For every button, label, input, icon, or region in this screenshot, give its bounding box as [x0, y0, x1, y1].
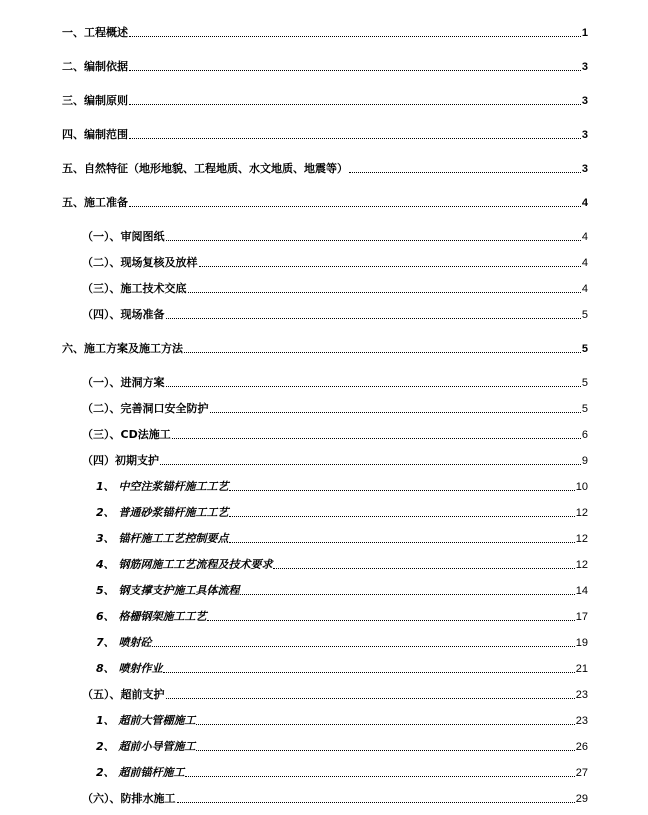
toc-entry[interactable] — [96, 736, 588, 754]
toc-entry-page: 1 — [581, 27, 588, 39]
toc-leader — [184, 352, 581, 353]
toc-entry[interactable] — [96, 528, 588, 546]
toc-leader — [129, 36, 581, 37]
toc-entry-page: 17 — [575, 611, 588, 623]
toc-leader — [166, 318, 581, 319]
toc-entry[interactable] — [82, 788, 588, 806]
toc-entry[interactable] — [82, 372, 588, 390]
toc-entry[interactable] — [96, 762, 588, 780]
toc-entry-title: 一、工程概述 — [62, 26, 128, 39]
toc-leader — [172, 438, 581, 439]
toc-leader — [152, 646, 574, 647]
toc-entry-page: 5 — [581, 309, 588, 321]
toc-entry-title: （四）、现场准备 — [82, 308, 165, 321]
toc-entry-page: 5 — [581, 343, 588, 355]
toc-leader — [229, 516, 574, 517]
toc-leader — [129, 104, 581, 105]
toc-leader — [240, 594, 574, 595]
toc-entry-page: 12 — [575, 533, 588, 545]
toc-leader — [166, 698, 575, 699]
toc-entry-page: 4 — [581, 197, 588, 209]
toc-entry-title: 2、 超前小导管施工 — [96, 740, 196, 753]
toc-entry-page: 3 — [581, 95, 588, 107]
toc-entry-title: （四）初期支护 — [82, 454, 159, 467]
toc-entry-page: 4 — [581, 283, 588, 295]
toc-entry-title: 5、 钢支撑支护施工具体流程 — [96, 584, 240, 597]
toc-entry-page: 4 — [581, 231, 588, 243]
toc-entry[interactable] — [62, 56, 588, 74]
toc-entry-page: 3 — [581, 61, 588, 73]
toc-entry[interactable] — [96, 658, 588, 676]
toc-leader — [166, 240, 581, 241]
toc-entry-page: 23 — [575, 715, 588, 727]
toc-entry-page: 5 — [581, 377, 588, 389]
toc-entry[interactable] — [62, 90, 588, 108]
toc-leader — [196, 750, 574, 751]
toc-entry-title: 3、 锚杆施工工艺控制要点 — [96, 532, 229, 545]
toc-leader — [199, 266, 581, 267]
toc-entry-page: 4 — [581, 257, 588, 269]
toc-entry-title: 六、施工方案及施工方法 — [62, 342, 183, 355]
toc-entry-page: 26 — [575, 741, 588, 753]
toc-leader — [129, 206, 581, 207]
toc-entry-page: 3 — [581, 129, 588, 141]
toc-entry-page: 6 — [581, 429, 588, 441]
toc-entry-title: （一）、审阅图纸 — [82, 230, 165, 243]
toc-entry-page: 19 — [575, 637, 588, 649]
toc-leader — [129, 138, 581, 139]
toc-entry-title: 2、 超前锚杆施工 — [96, 766, 185, 779]
toc-entry[interactable] — [82, 252, 588, 270]
toc-leader — [163, 672, 574, 673]
toc-entry-page: 9 — [581, 455, 588, 467]
toc-leader — [273, 568, 574, 569]
toc-entry[interactable] — [96, 476, 588, 494]
toc-entry[interactable] — [96, 632, 588, 650]
toc-entry-title: 6、 格栅钢架施工工艺 — [96, 610, 207, 623]
toc-entry-title: （六）、防排水施工 — [82, 792, 176, 805]
toc-entry[interactable] — [62, 338, 588, 356]
toc-leader — [210, 412, 581, 413]
toc-entry[interactable] — [62, 192, 588, 210]
toc-entry-title: 三、编制原则 — [62, 94, 128, 107]
toc-leader — [177, 802, 575, 803]
toc-entry-title: 二、编制依据 — [62, 60, 128, 73]
toc-entry[interactable] — [62, 124, 588, 142]
toc-entry-title: 4、 钢筋网施工工艺流程及技术要求 — [96, 558, 273, 571]
toc-entry-title: 8、 喷射作业 — [96, 662, 163, 675]
toc-entry-title: （二）、现场复核及放样 — [82, 256, 198, 269]
toc-entry-page: 12 — [575, 507, 588, 519]
toc-entry-title: （五）、超前支护 — [82, 688, 165, 701]
toc-entry-title: 2、 普通砂浆锚杆施工工艺 — [96, 506, 229, 519]
toc-entry[interactable] — [96, 502, 588, 520]
toc-leader — [160, 464, 581, 465]
toc-entry-title: （二）、完善洞口安全防护 — [82, 402, 209, 415]
toc-leader — [229, 490, 574, 491]
toc-leader — [188, 292, 581, 293]
toc-entry-page: 3 — [581, 163, 588, 175]
toc-entry-title: 四、编制范围 — [62, 128, 128, 141]
toc-leader — [229, 542, 574, 543]
toc-leader — [166, 386, 581, 387]
toc-leader — [185, 776, 574, 777]
toc-entry-page: 10 — [575, 481, 588, 493]
toc-entry-title: 1、 超前大管棚施工 — [96, 714, 196, 727]
toc-entry-page: 14 — [575, 585, 588, 597]
toc-entry-page: 27 — [575, 767, 588, 779]
toc-entry[interactable] — [82, 226, 588, 244]
toc-entry-title: （三）、施工技术交底 — [82, 282, 187, 295]
toc-entry[interactable] — [62, 158, 588, 176]
toc-entry-title: 7、 喷射砼 — [96, 636, 152, 649]
toc-entry[interactable] — [82, 398, 588, 416]
toc-leader — [196, 724, 574, 725]
toc-entry-page: 5 — [581, 403, 588, 415]
toc-entry-page: 29 — [575, 793, 588, 805]
toc-entry[interactable] — [82, 278, 588, 296]
toc-entry-title: 1、 中空注浆锚杆施工工艺 — [96, 480, 229, 493]
toc-entry[interactable] — [96, 606, 588, 624]
toc-entry[interactable] — [82, 684, 588, 702]
toc-entry-title: 五、自然特征（地形地貌、工程地质、水文地质、地震等） — [62, 162, 348, 175]
toc-leader — [129, 70, 581, 71]
toc-entry[interactable] — [82, 304, 588, 322]
toc-entry[interactable] — [96, 580, 588, 598]
toc-entry-page: 21 — [575, 663, 588, 675]
toc-leader — [349, 172, 581, 173]
toc-entry[interactable] — [82, 424, 588, 442]
toc-leader — [207, 620, 574, 621]
toc-entry[interactable] — [82, 450, 588, 468]
toc-entry[interactable] — [62, 22, 588, 40]
toc-entry-title: （一）、进洞方案 — [82, 376, 165, 389]
toc-entry-title: 五、施工准备 — [62, 196, 128, 209]
toc-entry[interactable] — [96, 710, 588, 728]
toc-entry[interactable] — [96, 554, 588, 572]
toc-entry-title: （三）、CD法施工 — [82, 428, 171, 441]
toc-entry-page: 23 — [575, 689, 588, 701]
toc-entry-page: 12 — [575, 559, 588, 571]
